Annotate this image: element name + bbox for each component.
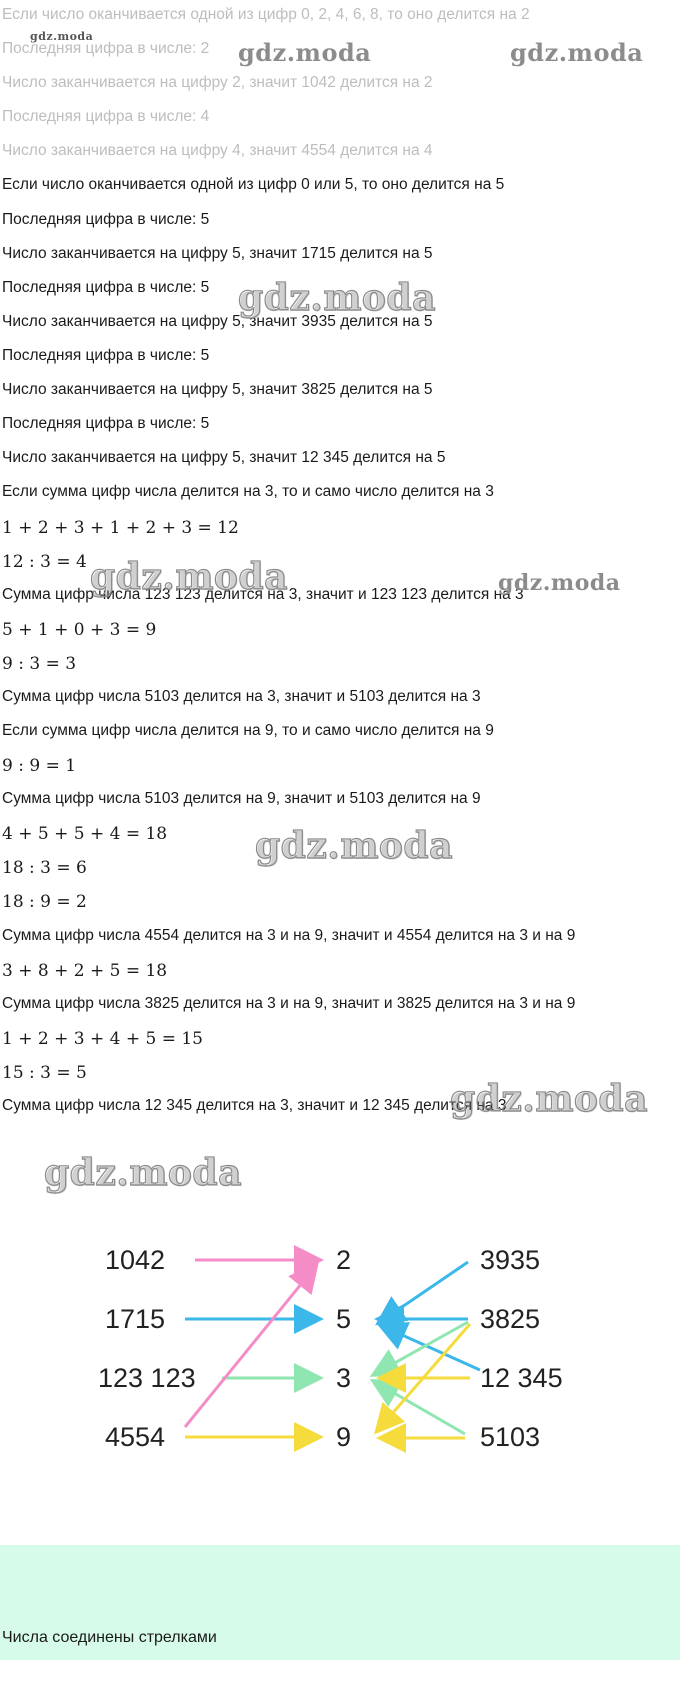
math-line: 4 + 5 + 5 + 4 = 18 (2, 824, 168, 844)
text-line: Сумма цифр числа 12 345 делится на 3, значит и 12 345 делится на 3 (2, 1097, 507, 1114)
text-line: Если число оканчивается одной из цифр 0, 2, 4, 6, 8, то оно делится на 2 (2, 6, 530, 23)
right-number: 12 345 (480, 1363, 563, 1393)
answer-box (0, 1545, 680, 1660)
text-line: Число заканчивается на цифру 5, значит 1715 делится на 5 (2, 245, 433, 262)
math-line: 5 + 1 + 0 + 3 = 9 (2, 620, 157, 640)
right-number: 3935 (480, 1245, 541, 1275)
math-line: 12 : 3 = 4 (2, 552, 87, 572)
math-line: 18 : 3 = 6 (2, 858, 87, 878)
left-number: 4554 (105, 1422, 166, 1452)
text-line: Если сумма цифр числа делится на 9, то и само число делится на 9 (2, 722, 494, 739)
math-line: 1 + 2 + 3 + 4 + 5 = 15 (2, 1029, 203, 1049)
watermark: gdz.moda (90, 556, 288, 598)
text-line: Последняя цифра в числе: 5 (2, 415, 210, 432)
watermark: gdz.moda (238, 38, 372, 67)
math-line: 9 : 3 = 3 (2, 654, 77, 674)
watermark: gdz.moda (510, 38, 644, 67)
right-number: 5103 (480, 1422, 541, 1452)
watermark: gdz.moda (255, 825, 453, 867)
text-line: Последняя цифра в числе: 4 (2, 108, 210, 125)
watermark: gdz.moda (498, 570, 621, 596)
answer-text: Числа соединены стрелками (2, 1629, 217, 1646)
text-line: Если сумма цифр числа делится на 3, то и само число делится на 3 (2, 483, 494, 500)
arrow-3935-to-5 (380, 1262, 468, 1322)
text-line: Сумма цифр числа 4554 делится на 3 и на 9, значит и 4554 делится на 3 и на 9 (2, 927, 576, 944)
text-line: Последняя цифра в числе: 5 (2, 347, 210, 364)
left-number: 123 123 (98, 1363, 196, 1393)
math-line: 1 + 2 + 3 + 1 + 2 + 3 = 12 (2, 518, 239, 538)
divisor: 5 (336, 1304, 352, 1334)
text-line: Если число оканчивается одной из цифр 0 или 5, то оно делится на 5 (2, 176, 505, 193)
text-line: Число заканчивается на цифру 5, значит 3825 делится на 5 (2, 381, 433, 398)
text-line: Сумма цифр числа 5103 делится на 3, значит и 5103 делится на 3 (2, 688, 481, 705)
divisor: 3 (336, 1363, 352, 1393)
left-number: 1715 (105, 1304, 166, 1334)
arrow-5103-to-3 (375, 1382, 465, 1434)
left-number: 1042 (105, 1245, 166, 1275)
watermark-small: gdz.moda (30, 30, 94, 43)
text-line: Последняя цифра в числе: 2 (2, 40, 210, 57)
text-line: Число заканчивается на цифру 4, значит 4554 делится на 4 (2, 142, 433, 159)
math-line: 9 : 9 = 1 (2, 756, 77, 776)
arrow-4554-to-2 (185, 1267, 315, 1427)
watermark: gdz.moda (450, 1078, 648, 1120)
text-line: Сумма цифр числа 5103 делится на 9, значит и 5103 делится на 9 (2, 790, 481, 807)
matching-diagram (0, 1222, 680, 1522)
divisor: 9 (336, 1422, 352, 1452)
math-line: 18 : 9 = 2 (2, 892, 87, 912)
text-line: Последняя цифра в числе: 5 (2, 279, 210, 296)
math-line: 15 : 3 = 5 (2, 1063, 87, 1083)
text-line: Последняя цифра в числе: 5 (2, 211, 210, 228)
divisor: 2 (336, 1245, 352, 1275)
math-line: 3 + 8 + 2 + 5 = 18 (2, 961, 168, 981)
text-line: Число заканчивается на цифру 5, значит 12 345 делится на 5 (2, 449, 446, 466)
text-line: Число заканчивается на цифру 5, значит 3935 делится на 5 (2, 313, 433, 330)
text-line: Число заканчивается на цифру 2, значит 1042 делится на 2 (2, 74, 433, 91)
watermark: gdz.moda (238, 277, 436, 319)
right-number: 3825 (480, 1304, 541, 1334)
text-line: Сумма цифр числа 123 123 делится на 3, значит и 123 123 делится на 3 (2, 586, 524, 603)
text-line: Сумма цифр числа 3825 делится на 3 и на 9, значит и 3825 делится на 3 и на 9 (2, 995, 576, 1012)
watermark: gdz.moda (44, 1152, 242, 1194)
